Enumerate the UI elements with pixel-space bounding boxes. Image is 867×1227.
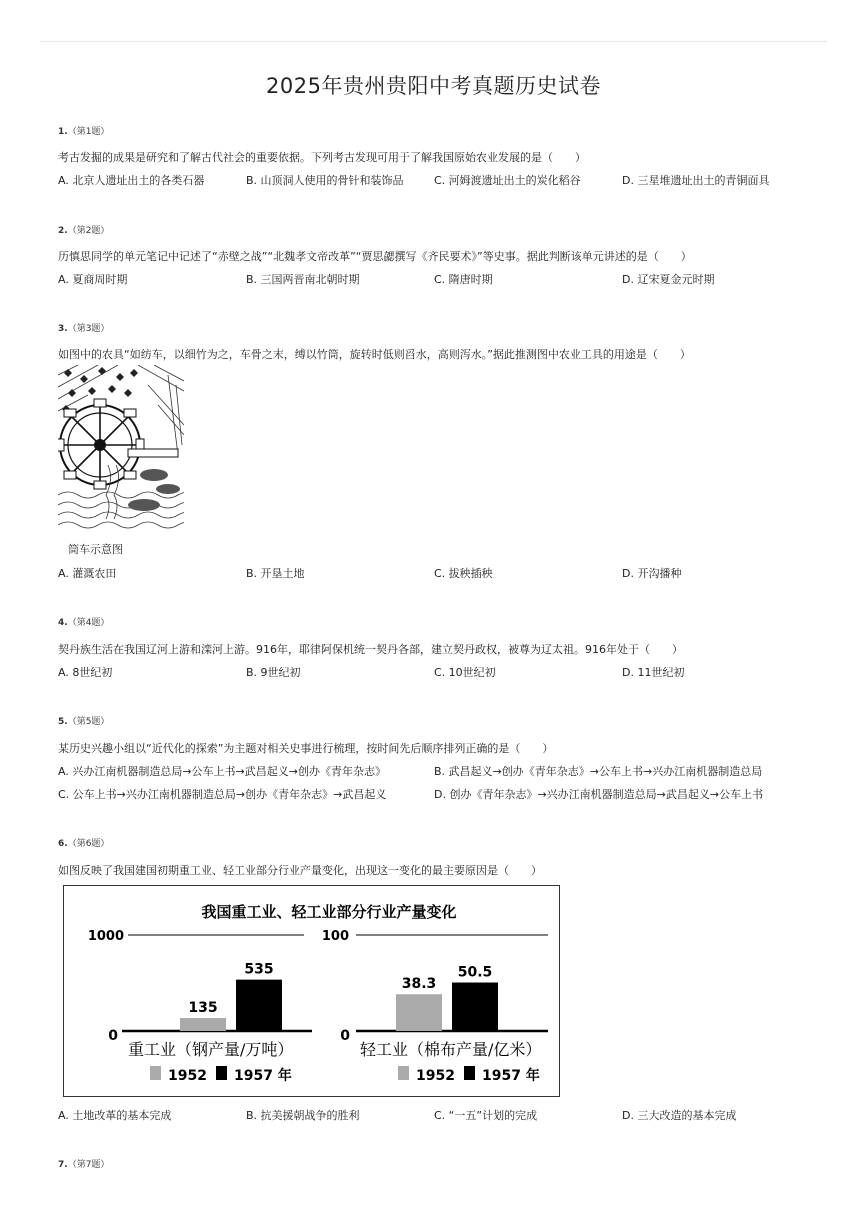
y-zero-label: 0 [340, 1028, 350, 1044]
bar-1952 [396, 994, 442, 1031]
option-b[interactable]: B. 三国两晋南北朝时期 [246, 273, 360, 286]
question-number: 6.（第6题） [58, 839, 110, 849]
chart-title: 我国重工业、轻工业部分行业产量变化 [201, 903, 457, 921]
legend-label: 1957 年 [234, 1068, 292, 1084]
option-a[interactable]: A. 兴办江南机器制造总局→公车上书→武昌起义→创办《青年杂志》 [58, 765, 386, 778]
question-stem: 如图中的农具“如纺车，以细竹为之，车骨之末，缚以竹筒，旋转时低则舀水，高则泻水。”据此推测图中农业工具的用途是（ ） [58, 348, 691, 361]
waterwheel-illustration [58, 365, 184, 537]
option-c[interactable]: C. 10世纪初 [434, 666, 496, 679]
option-a[interactable]: A. 8世纪初 [58, 666, 113, 679]
question-number: 4.（第4题） [58, 618, 110, 628]
option-d[interactable]: D. 辽宋夏金元时期 [622, 273, 715, 286]
bar-value-label: 135 [188, 1000, 218, 1017]
bar-value-label: 38.3 [401, 976, 437, 993]
option-c[interactable]: C. 隋唐时期 [434, 273, 493, 286]
option-b[interactable]: B. 9世纪初 [246, 666, 301, 679]
option-c[interactable]: C. 公车上书→兴办江南机器制造总局→创办《青年杂志》→武昌起义 [58, 788, 387, 801]
x-axis-label: 轻工业（棉布产量/亿米） [360, 1040, 542, 1059]
question-stem: 某历史兴趣小组以“近代化的探索”为主题对相关史事进行梳理，按时间先后顺序排列正确的是（ ） [58, 742, 554, 755]
option-b[interactable]: B. 武昌起义→创办《青年杂志》→公车上书→兴办江南机器制造总局 [434, 765, 763, 778]
option-d[interactable]: D. 开沟播种 [622, 567, 682, 580]
legend-label: 1952 [416, 1068, 455, 1084]
question-number: 7.（第7题） [58, 1160, 110, 1170]
option-a[interactable]: A. 土地改革的基本完成 [58, 1109, 172, 1122]
bar-value-label: 535 [244, 961, 274, 978]
option-a[interactable]: A. 北京人遗址出土的各类石器 [58, 174, 205, 187]
top-divider [40, 41, 827, 42]
question-stem: 如图反映了我国建国初期重工业、轻工业部分行业产量变化，出现这一变化的最主要原因是（ ） [58, 864, 542, 877]
question-stem: 历慎思同学的单元笔记中记述了“赤壁之战”“北魏孝文帝改革”“贾思勰撰写《齐民要术》”等史事。据此判断该单元讲述的是（ ） [58, 250, 692, 263]
option-d[interactable]: D. 11世纪初 [622, 666, 685, 679]
industry-output-chart [63, 885, 560, 1097]
bar-1957 [236, 980, 282, 1031]
legend-swatch-0 [398, 1066, 409, 1080]
option-d[interactable]: D. 创办《青年杂志》→兴办江南机器制造总局→武昌起义→公车上书 [434, 788, 764, 801]
option-d[interactable]: D. 三星堆遗址出土的青铜面具 [622, 174, 770, 187]
legend-swatch-0 [150, 1066, 161, 1080]
y-zero-label: 0 [108, 1028, 118, 1044]
x-axis-label: 重工业（钢产量/万吨） [128, 1040, 294, 1059]
option-b[interactable]: B. 开垦土地 [246, 567, 305, 580]
legend-label: 1952 [168, 1068, 207, 1084]
bar-1957 [452, 983, 498, 1031]
y-max-label: 100 [321, 929, 349, 944]
question-number: 2.（第2题） [58, 226, 110, 236]
question-number: 1.（第1题） [58, 127, 110, 137]
y-max-label: 1000 [87, 929, 124, 944]
option-b[interactable]: B. 抗美援朝战争的胜利 [246, 1109, 360, 1122]
question-stem: 契丹族生活在我国辽河上游和滦河上游。916年，耶律阿保机统一契丹各部，建立契丹政权，被尊为辽太祖。916年处于（ ） [58, 643, 683, 656]
option-a[interactable]: A. 灌溉农田 [58, 567, 117, 580]
bar-value-label: 50.5 [457, 964, 493, 981]
bar-1952 [180, 1018, 226, 1031]
question-number: 3.（第3题） [58, 324, 110, 334]
question-stem: 考古发掘的成果是研究和了解古代社会的重要依据。下列考古发现可用于了解我国原始农业发展的是（ ） [58, 151, 586, 164]
figure-caption: 筒车示意图 [68, 543, 123, 556]
waterwheel-figure [58, 365, 184, 537]
page-title: 2025年贵州贵阳中考真题历史试卷 [266, 74, 601, 98]
option-c[interactable]: C. 拔秧插秧 [434, 567, 493, 580]
question-number: 5.（第5题） [58, 717, 110, 727]
legend-swatch-1 [464, 1066, 475, 1080]
option-c[interactable]: C. 河姆渡遗址出土的炭化稻谷 [434, 174, 581, 187]
option-b[interactable]: B. 山顶洞人使用的骨针和装饰品 [246, 174, 404, 187]
option-c[interactable]: C. “一五”计划的完成 [434, 1109, 538, 1122]
legend-swatch-1 [216, 1066, 227, 1080]
legend-label: 1957 年 [482, 1068, 540, 1084]
chart-canvas [64, 886, 561, 1098]
option-d[interactable]: D. 三大改造的基本完成 [622, 1109, 737, 1122]
option-a[interactable]: A. 夏商周时期 [58, 273, 128, 286]
